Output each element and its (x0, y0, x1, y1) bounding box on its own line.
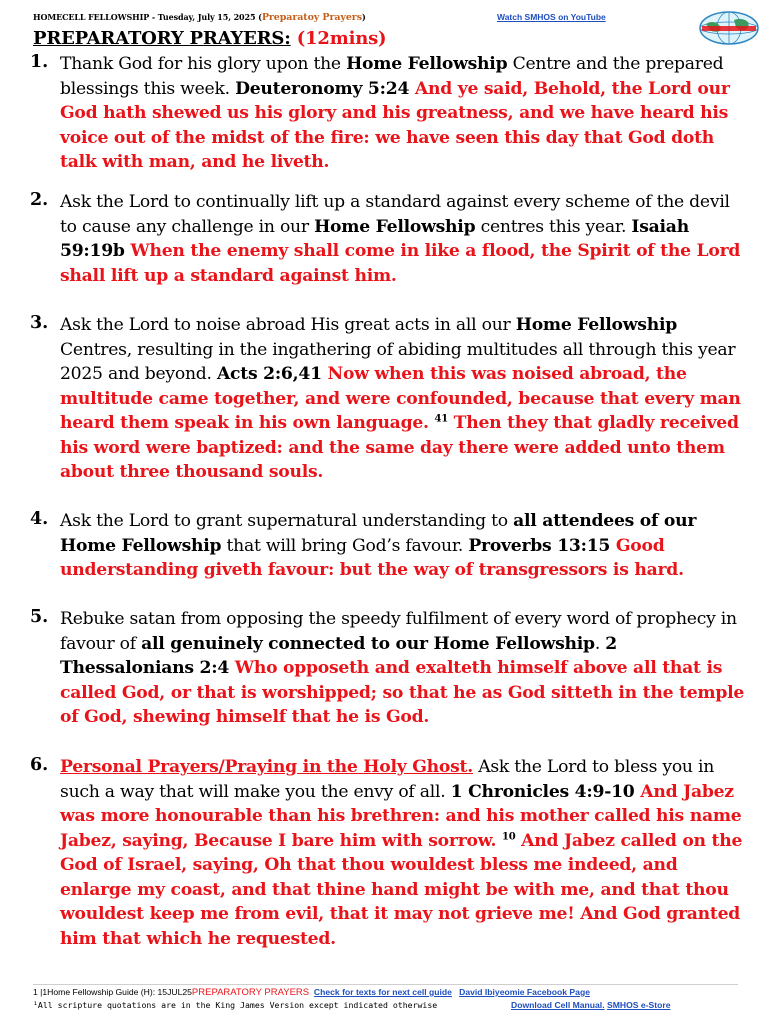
text: Centre and the prepared blessings this week. (60, 54, 724, 99)
globe-logo-icon (698, 10, 760, 46)
scripture-text: And Jabez called on the God of Israel, saying, Oh that thou wouldest bless me indeed, and enlarge my coast, and that thine hand might be with me, and that thou wouldest keep me from evil, that it may not grieve me! And God granted him that which he requested. (60, 830, 743, 949)
page-number: 1 | (33, 987, 43, 997)
text: Ask the Lord to bless you in such a way that will make you the envy of all. (60, 757, 715, 802)
text: Thank God for his glory upon the (60, 54, 347, 74)
footer-links (511, 1000, 671, 1010)
scripture-reference: 2 Thessalonians 2:4 (60, 633, 617, 678)
verse-number: 41 (434, 413, 448, 425)
scripture-text: And Jabez was more honourable than his brethren: and his mother called his name Jabez, saying, Because I bare him with sorrow. (60, 781, 742, 851)
footer-note: ¹All scripture quotations are in the King James Version except indicated otherwise (33, 1000, 438, 1010)
scripture-text: When the enemy shall come in like a flood, the Spirit of the Lord shall lift up a standard against him. (60, 241, 741, 286)
item-number: 2. (30, 190, 49, 210)
header-suffix: ) (361, 12, 366, 22)
item-number: 1. (30, 52, 49, 72)
scripture-text: Then they that gladly received his word were baptized: and the same day there were added unto them about three thousand souls. (60, 413, 739, 482)
estore-link[interactable]: SMHOS e-Store (606, 1000, 671, 1010)
text: Ask the Lord to noise abroad His great acts in all our (60, 315, 516, 335)
guide-title: PREPARATORY PRAYERS (191, 987, 310, 998)
next-guide-link[interactable]: Check for texts for next cell guide (313, 987, 452, 997)
emphasis: Home Fellowship (314, 216, 476, 237)
title-main: PREPARATORY PRAYERS: (33, 28, 291, 49)
footer-line-1 (33, 987, 738, 998)
youtube-link[interactable]: Watch SMHOS on YouTube (497, 12, 606, 22)
item-heading: Personal Prayers/Praying in the Holy Ghost. (60, 757, 473, 777)
emphasis: Home Fellowship (346, 54, 508, 74)
item-number: 4. (30, 509, 49, 529)
emphasis: all genuinely connected to our Home Fellowship (141, 633, 595, 654)
text: centres this year. (475, 216, 632, 237)
scripture-reference: Acts 2:6,41 (216, 364, 322, 384)
emphasis: all attendees of our Home Fellowship (60, 511, 697, 556)
download-manual-link[interactable]: Download Cell Manual. (511, 1000, 605, 1010)
item-number: 6. (30, 755, 49, 775)
text: Ask the Lord to grant supernatural understanding to (60, 511, 514, 531)
scripture-text: Good understanding giveth favour: but the way of transgressors is hard. (60, 535, 684, 580)
header-highlight: Preparatoy Prayers (261, 12, 362, 23)
item-text (60, 52, 750, 175)
item-text (60, 190, 750, 288)
item-number: 5. (30, 607, 49, 627)
scripture-reference: Isaiah 59:19b (60, 216, 689, 261)
scripture-text: And ye said, Behold, the Lord our God hath shewed us his glory and his greatness, and we have heard his voice out of the midst of the fire: we have seen this day that God doth talk with man, and he liveth. (60, 78, 730, 172)
text: Rebuke satan from opposing the speedy fulfilment of every word of prophecy in favour of (60, 609, 737, 654)
page-header (33, 12, 366, 23)
header-prefix: HOMECELL FELLOWSHIP - Tuesday, July 15, 2025 ( (33, 12, 262, 22)
item-number: 3. (30, 313, 49, 333)
text: Centres, resulting in the ingathering of abiding multitudes all through this year 2025 and beyond. (60, 339, 736, 384)
scripture-reference: Proverbs 13:15 (468, 535, 611, 556)
item-text (60, 313, 750, 485)
item-text (60, 755, 750, 951)
emphasis: Home Fellowship (515, 315, 677, 335)
page-title (33, 28, 386, 49)
text: Ask the Lord to continually lift up a standard against every scheme of the devil to cause any challenge in our (60, 192, 730, 237)
item-text (60, 509, 750, 583)
guide-name: 1Home Fellowship Guide (H): 15JUL25 (42, 987, 192, 997)
scripture-text: Who opposeth and exalteth himself above all that is called God, or that is worshipped; so that he as God sitteth in the temple of God, shewing himself that he is God. (60, 658, 745, 727)
text: . (594, 633, 606, 654)
title-duration: (12mins) (296, 28, 387, 49)
scripture-reference: Deuteronomy 5:24 (235, 78, 410, 99)
page-footer (33, 984, 738, 1010)
facebook-link[interactable]: David Ibiyeomie Facebook Page (459, 987, 590, 997)
footer-line-2 (33, 1000, 738, 1010)
scripture-text: Now when this was noised abroad, the multitude came together, and were confounded, because that every man heard them speak in his own language. (60, 364, 741, 433)
text: that will bring God’s favour. (221, 535, 469, 556)
verse-number: 10 (502, 830, 516, 842)
scripture-reference: 1 Chronicles 4:9-10 (450, 781, 635, 802)
item-text (60, 607, 750, 730)
